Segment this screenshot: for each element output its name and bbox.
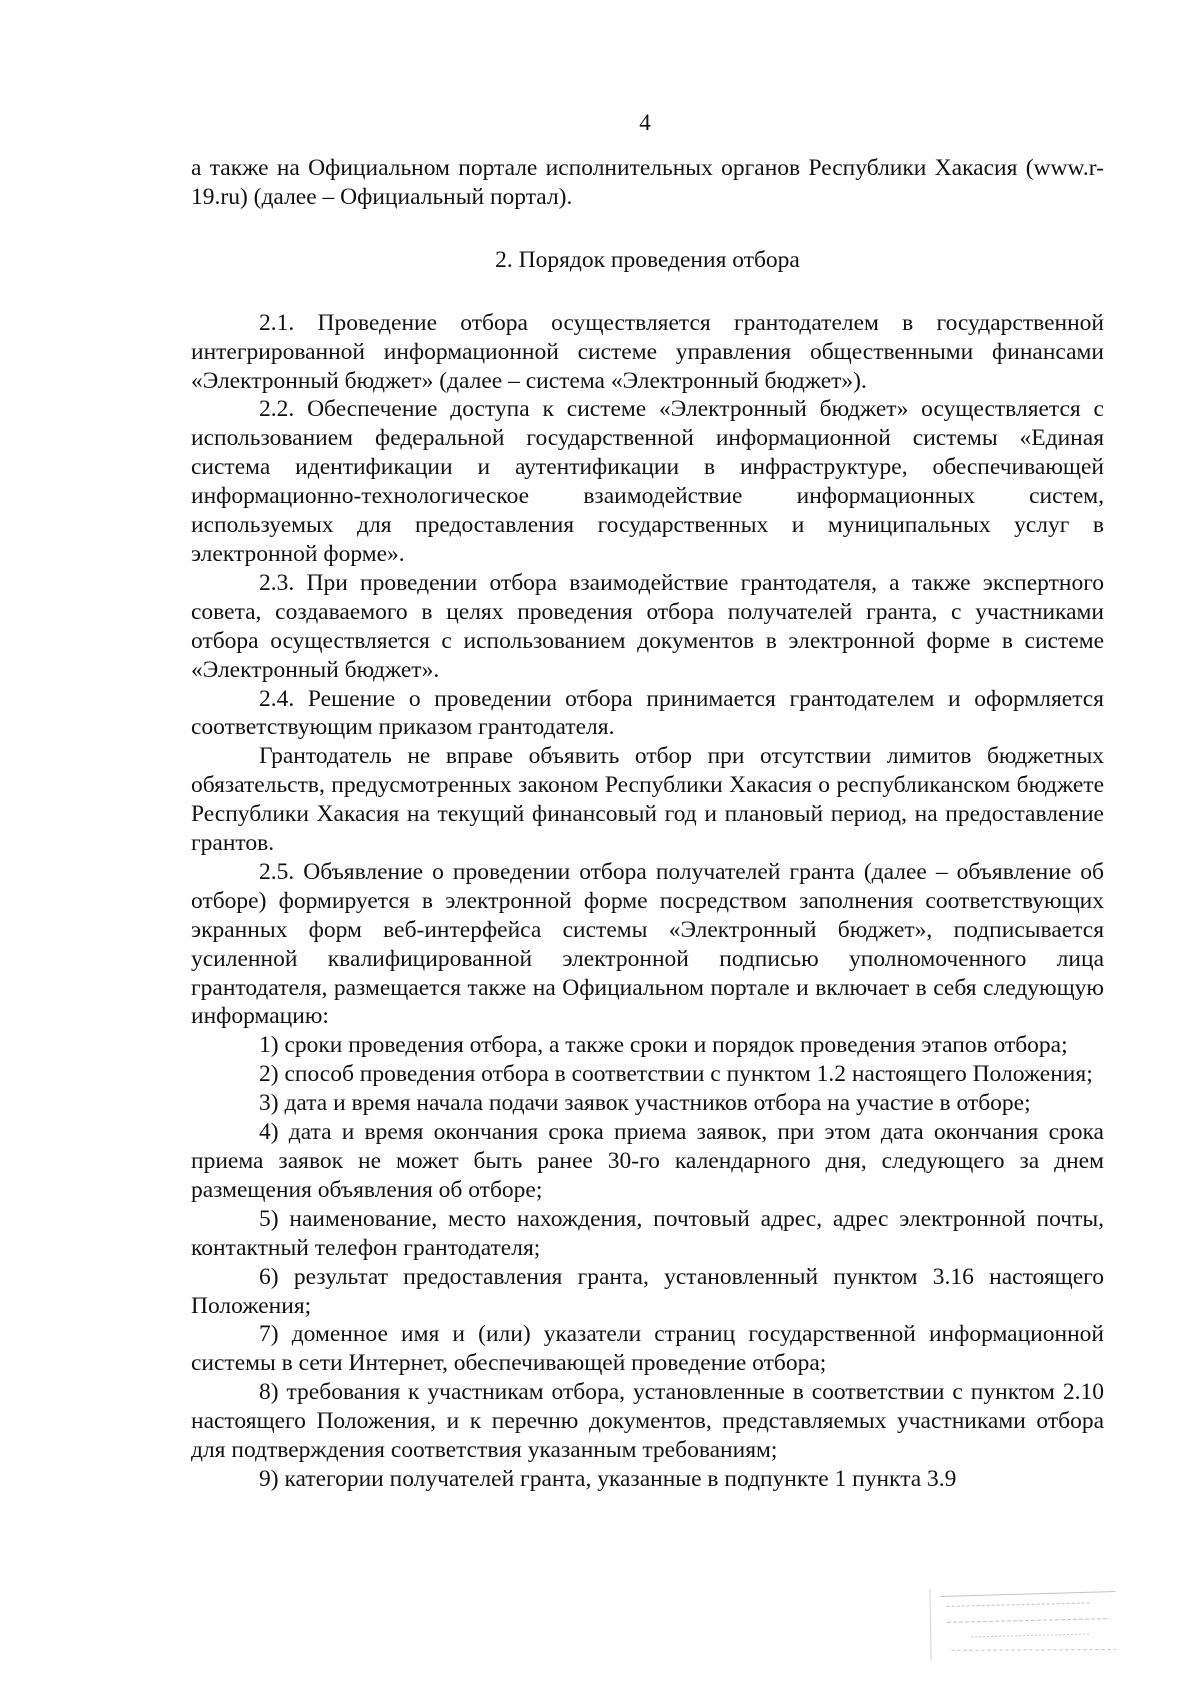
list-item-6: 6) результат предоставления гранта, установленный пунктом 3.16 настоящего Положения;	[191, 1263, 1104, 1319]
paragraph-2-1: 2.1. Проведение отбора осуществляется грантодателем в государственной интегрированной информационной системе управления общественными финансами «Электронный бюджет» (далее – система «Электронный бюджет»).	[191, 309, 1104, 394]
paragraph-2-3: 2.3. При проведении отбора взаимодействие грантодателя, а также экспертного совета, создаваемого в целях проведения отбора получателей гранта, с участниками отбора осуществляется с использованием документов в электронной форме в системе «Электронный бюджет».	[191, 569, 1104, 683]
list-item-2: 2) способ проведения отбора в соответствии с пунктом 1.2 настоящего Положения;	[259, 1061, 1093, 1088]
faded-stamp	[929, 1585, 1125, 1660]
document-body	[191, 154, 1104, 1494]
paragraph-2-4: 2.4. Решение о проведении отбора принимается грантодателем и оформляется соответствующим приказом грантодателя.	[191, 685, 1104, 741]
paragraph-2-2: 2.2. Обеспечение доступа к системе «Электронный бюджет» осуществляется с использованием федеральной государственной информационной системы «Единая система идентификации и аутентификации в инфраструктуре, обеспечивающей информационно-технологическое взаимодействие информационных систем, используемых для предоставления государственных и муниципальных услуг в электронной форме».	[191, 396, 1104, 567]
list-item-5: 5) наименование, место нахождения, почтовый адрес, адрес электронной почты, контактный телефон грантодателя;	[191, 1205, 1104, 1261]
list-item-3: 3) дата и время начала подачи заявок участников отбора на участие в отборе;	[259, 1090, 1031, 1117]
page-number: 4	[639, 110, 651, 135]
list-item-8: 8) требования к участникам отбора, установленные в соответствии с пунктом 2.10 настоящего Положения, и к перечню документов, представляемых участниками отбора для подтверждения соответствия указанным требованиям;	[191, 1379, 1104, 1464]
stamp-mark-icon	[940, 1589, 1121, 1656]
list-item-1: 1) сроки проведения отбора, а также сроки и порядок проведения этапов отбора;	[259, 1032, 1068, 1059]
paragraph-limits: Грантодатель не вправе объявить отбор при отсутствии лимитов бюджетных обязательств, предусмотренных законом Республики Хакасия о республиканском бюджете Республики Хакасия на текущий финансовый год и плановый период, на предоставление грантов.	[191, 743, 1104, 857]
paragraph-portal-continuation: а также на Официальном портале исполнительных органов Республики Хакасия (www.r-19.ru) (далее – Официальный портал).	[191, 155, 1104, 210]
list-item-4: 4) дата и время окончания срока приема заявок, при этом дата окончания срока приема заявок не может быть ранее 30-го календарного дня, следующего за днем размещения объявления об отборе;	[191, 1119, 1104, 1203]
list-item-9: 9) категории получателей гранта, указанные в подпункте 1 пункта 3.9	[259, 1465, 957, 1492]
section-title: 2. Порядок проведения отбора	[495, 246, 800, 273]
list-item-7: 7) доменное имя и (или) указатели страниц государственной информационной системы в сети Интернет, обеспечивающей проведение отбора;	[191, 1321, 1104, 1377]
paragraph-2-5: 2.5. Объявление о проведении отбора получателей гранта (далее – объявление об отборе) формируется в электронной форме посредством заполнения соответствующих экранных форм веб-интерфейса системы «Электронный бюджет», подписывается усиленной квалифицированной электронной подписью уполномоченного лица грантодателя, размещается также на Официальном портале и включает в себя следующую информацию:	[191, 858, 1104, 1030]
